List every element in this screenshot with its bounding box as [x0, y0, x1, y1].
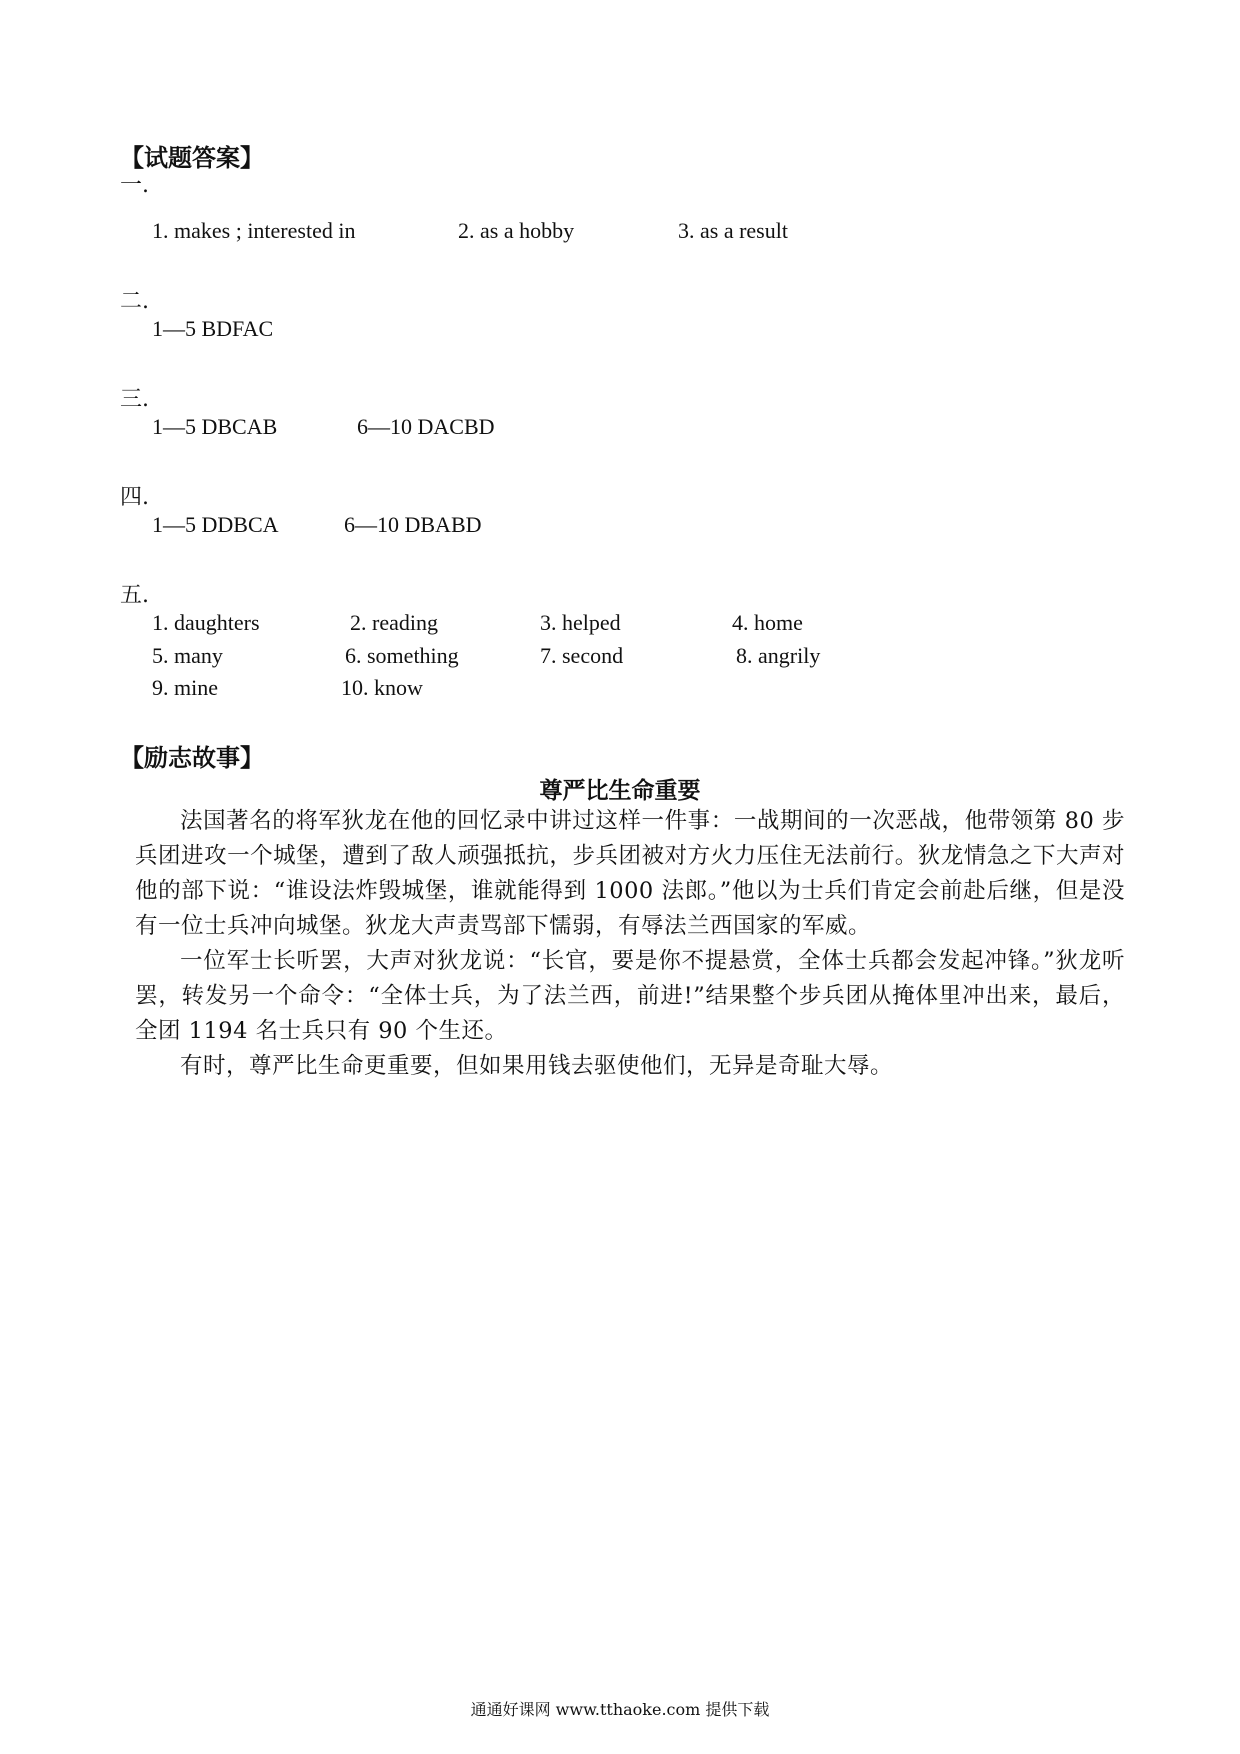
answer-item: 2. reading [350, 610, 438, 635]
answer-item: 1. daughters [152, 610, 260, 635]
story-paragraph: 一位军士长听罢，大声对狄龙说：“长官，要是你不提悬赏，全体士兵都会发起冲锋。”狄龙听罢，转发另一个命令：“全体士兵，为了法兰西，前进!”结果整个步兵团从掩体里冲出来，最后，全团 1194 名士兵只有 90 个生还。 [135, 948, 1125, 1044]
story-paragraph: 有时，尊严比生命更重要，但如果用钱去驱使他们，无异是奇耻大辱。 [180, 1053, 894, 1079]
answer-item: 9. mine [152, 675, 218, 700]
section-number: 三. [120, 387, 149, 412]
answer-item: 1—5 BDFAC [152, 316, 274, 341]
section-number: 五. [120, 583, 149, 608]
answer-item: 4. home [732, 610, 803, 635]
section-number: 一. [120, 173, 149, 198]
answer-item: 2. as a hobby [458, 218, 575, 243]
answer-item: 1. makes ; interested in [152, 218, 356, 243]
story-heading: 【励志故事】 [120, 743, 264, 772]
story-paragraph: 法国著名的将军狄龙在他的回忆录中讲过这样一件事：一战期间的一次恶战，他带领第 80 步兵团进攻一个城堡，遭到了敌人顽强抵抗，步兵团被对方火力压住无法前行。狄龙情急之下大声对他的部下说：“谁设法炸毁城堡，谁就能得到 1000 法郎。”他以为士兵们肯定会前赴后继，但是没有一位士兵冲向城堡。狄龙大声责骂部下懦弱，有辱法兰西国家的军威。 [135, 808, 1125, 939]
answer-item: 3. as a result [678, 218, 788, 243]
answers-heading: 【试题答案】 [120, 143, 264, 172]
answer-item: 6. something [345, 643, 459, 668]
section-number: 四. [120, 485, 149, 510]
answer-item: 6—10 DBABD [344, 512, 482, 537]
answer-item: 10. know [341, 675, 423, 700]
answer-item: 1—5 DDBCA [152, 512, 279, 537]
answer-item: 7. second [540, 643, 624, 668]
section-number: 二. [120, 289, 149, 314]
answer-item: 5. many [152, 643, 223, 668]
page-footer: 通通好课网 www.tthaoke.com 提供下载 [470, 1700, 770, 1719]
answer-item: 1—5 DBCAB [152, 414, 278, 439]
story-title: 尊严比生命重要 [539, 777, 701, 804]
answer-item: 8. angrily [736, 643, 821, 668]
answer-item: 6—10 DACBD [357, 414, 495, 439]
answer-item: 3. helped [540, 610, 621, 635]
